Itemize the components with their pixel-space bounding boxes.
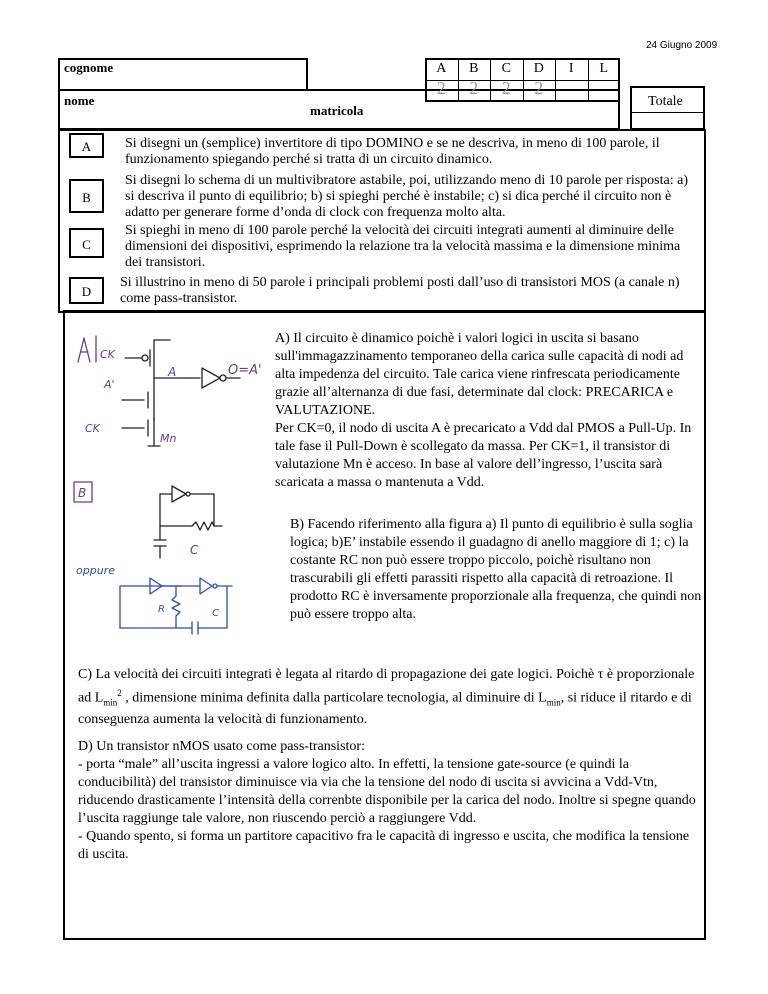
total-label: Totale bbox=[648, 94, 683, 109]
question-text-c: Si spieghi in meno di 100 parole perché la velocità dei circuiti integrati aumenti al diminuire delle dimensioni dei dispositivi, esprimendo la relazione tra la velocità massima e la dimensione minima dei transistori. bbox=[125, 223, 681, 270]
answer-c-text bbox=[78, 666, 700, 729]
grade-head-a: A bbox=[436, 61, 447, 76]
grade-value-b[interactable]: 2 bbox=[469, 78, 479, 98]
answer-c-part1: C) La velocità dei circuiti integrati è legata al ritardo di propagazione dei gate logici. Poichè τ è proporzionale ad L bbox=[78, 667, 695, 706]
question-label-a: A bbox=[69, 133, 104, 158]
answer-a-text: A) Il circuito è dinamico poichè i valori logici in uscita si basano sull'immagazzinamento temporaneo della carica sulle capacità di nodi ad alta impedenza del circuito. Tale carica viene rinfrescata periodicamente grazie all’alternanza di due fasi, determinate dal clock: PRECARICA e VALUTAZIONE. Per CK=0, il nodo di uscita A è precaricato a Vdd dal PMOS a Pull-Up. In tale fase il Pull-Down è scollegato da massa. Per CK=1, il transistor di valutazione Mn è acceso. In base al valore dell’ingresso, l’uscita sarà scaricata a massa o mantenuta a Vdd. bbox=[275, 331, 692, 490]
grade-head-c: C bbox=[501, 61, 511, 76]
sketch-a-node-label: A bbox=[168, 365, 177, 379]
sketch-c2-label: C bbox=[212, 608, 219, 619]
surname-label: cognome bbox=[64, 60, 114, 75]
surname-field[interactable] bbox=[58, 58, 308, 91]
grade-value-d[interactable]: 2 bbox=[534, 78, 544, 98]
question-label-b: B bbox=[69, 179, 104, 213]
answer-c-part2: , dimensione minima definita dalla particolare tecnologia, al diminuire di L bbox=[121, 690, 547, 706]
total-box[interactable] bbox=[630, 86, 705, 130]
exam-date: 24 Giugno 2009 bbox=[646, 40, 718, 51]
grade-value-c[interactable]: 2 bbox=[501, 78, 511, 98]
answer-c-sub1: min bbox=[103, 697, 118, 708]
grade-row-divider bbox=[425, 80, 620, 81]
question-label-c: C bbox=[69, 228, 104, 258]
grade-value-a[interactable]: 2 bbox=[436, 78, 446, 98]
answer-c-sup: 2 bbox=[117, 688, 122, 698]
name-label: nome bbox=[64, 93, 95, 108]
question-text-b: Si disegni lo schema di un multivibratore astabile, poi, utilizzando meno di 10 parole per risposta: a) si descriva il punto di equilibrio; b) si spieghi perché è instabile; c) si dica perché il circuito non è adatto per generare forme d’onda di clock con frequenza molto alta. bbox=[125, 173, 688, 220]
grade-head-b: B bbox=[469, 61, 479, 76]
question-label-d: D bbox=[69, 277, 104, 304]
answer-d-text: D) Un transistor nMOS usato come pass-transistor: - porta “male” all’uscita ingressi a valore logico alto. In effetti, la tensione gate-source (e quindi la conducibilità) del transistor diminuisce via via che la tensione del nodo di uscita si avvicina a Vdd-Vtn, riducendo drasticamente l’intensità della correnbte disponibile per la carica del nodo. Inoltre si spegne quando l’uscita raggiunge tale valore, non riuscendo perciò a raggiungere Vdd. - Quando spento, si forma un partitore capacitivo fra le capacità di ingresso e uscita, che modifica la tensione di uscita. bbox=[78, 739, 696, 862]
sketch-oppure-label: oppure bbox=[76, 564, 115, 577]
sketch-b-label: B bbox=[78, 486, 87, 500]
astable-multivibrator-sketch bbox=[72, 478, 292, 638]
grade-head-d: D bbox=[533, 61, 544, 76]
matricola-label: matricola bbox=[310, 103, 364, 118]
question-text-a: Si disegni un (semplice) invertitore di tipo DOMINO e se ne descriva, in meno di 100 parole, il funzionamento spiegando perché si tratta di un circuito dinamico. bbox=[125, 136, 660, 167]
sketch-output-label: O=A' bbox=[228, 363, 262, 378]
answer-a-mark-strokes bbox=[78, 338, 90, 362]
grade-head-l: L bbox=[599, 61, 609, 76]
grade-head-i: I bbox=[568, 61, 574, 76]
sketch-c1-label: C bbox=[190, 543, 199, 557]
sketch-a-prime-label: A' bbox=[104, 378, 115, 391]
question-text-d: Si illustrino in meno di 50 parole i principali problemi posti dall’uso di transistori MOS (a canale n) come pass-transistor. bbox=[120, 275, 680, 306]
domino-inverter-sketch bbox=[70, 330, 300, 460]
sketch-mn-label: Mn bbox=[160, 432, 177, 445]
answer-c-part3: , si riduce il ritardo e di conseguenza aumenta la velocità di funzionamento. bbox=[78, 690, 692, 728]
sketch-ck-label-2: CK bbox=[85, 422, 100, 435]
answer-b-text: B) Facendo riferimento alla figura a) Il punto di equilibrio è sulla soglia logica; b)E’ instabile essendo il guadagno di anello maggiore di 1; c) la costante RC non può essere troppo piccolo, poichè risultano non trascurabili gli effetti parassiti rispetto alla capacità di retroazione. Il prodotto RC è inversamente proporzionale alla frequenza, che quindi non può essere troppo alta. bbox=[290, 517, 702, 622]
total-divider bbox=[630, 112, 705, 113]
sketch-ck-label-1: CK bbox=[100, 348, 115, 361]
answer-c-sub2: min bbox=[546, 697, 561, 708]
sketch-r-label: R bbox=[158, 604, 165, 615]
